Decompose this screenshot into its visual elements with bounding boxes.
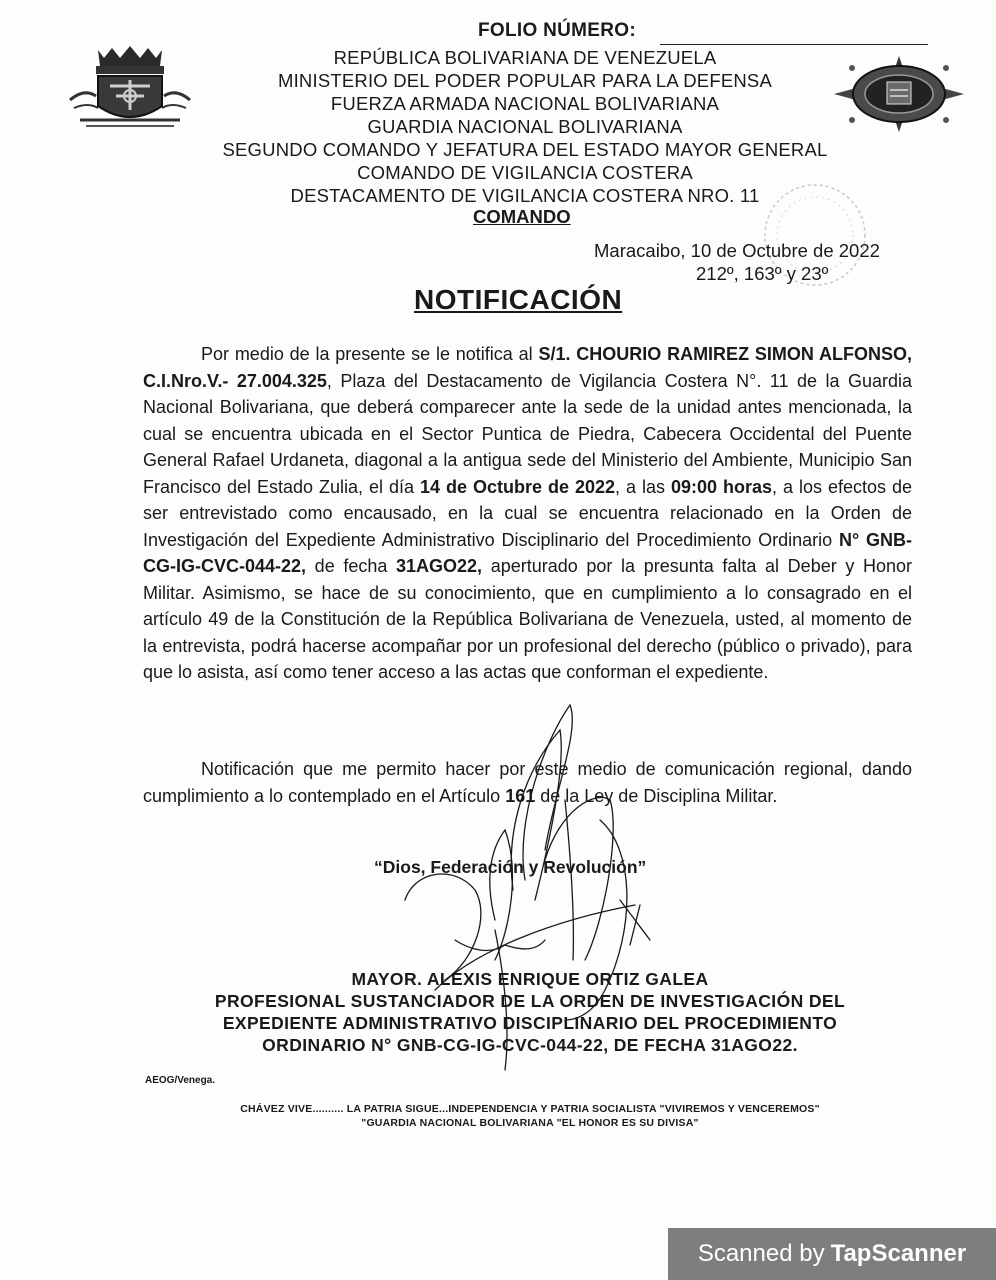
appearance-time: 09:00 horas <box>670 476 772 497</box>
signatory-role-line1: PROFESIONAL SUSTANCIADOR DE LA ORDEN DE INVESTIGACIÓN DEL <box>214 991 846 1011</box>
footer-slogan-line2: "GUARDIA NACIONAL BOLIVARIANA "EL HONOR ES SU DIVISA" <box>361 1117 699 1129</box>
folio-label: FOLIO NÚMERO: <box>478 20 636 41</box>
scanner-watermark: Scanned by TapScanner <box>668 1228 996 1280</box>
signatory-role-line2: EXPEDIENTE ADMINISTRATIVO DISCIPLINARIO DEL PROCEDIMIENTO <box>222 1013 838 1033</box>
signatory-role-line3: ORDINARIO N° GNB-CG-IG-CVC-044-22, DE FECHA 31AGO22. <box>262 1035 798 1055</box>
footer-slogan-line1: CHÁVEZ VIVE.......... LA PATRIA SIGUE...INDEPENDENCIA Y PATRIA SOCIALISTA "VIVIREMOS Y VENCEREMOS" <box>240 1103 820 1115</box>
motto: “Dios, Federación y Revolución” <box>374 857 647 877</box>
initials: AEOG/Venega. <box>145 1075 216 1086</box>
document-title: NOTIFICACIÓN <box>414 284 623 315</box>
signatory-name: MAYOR. ALEXIS ENRIQUE ORTIZ GALEA <box>351 969 709 989</box>
header-line-republic: REPÚBLICA BOLIVARIANA DE VENEZUELA <box>333 47 717 68</box>
case-number: N° GNB-CG-IG-CVC-044-22, <box>143 529 912 576</box>
header-line-national-guard: GUARDIA NACIONAL BOLIVARIANA <box>367 116 683 137</box>
header-line-detachment: DESTACAMENTO DE VIGILANCIA COSTERA NRO. 11 <box>290 185 760 206</box>
case-date: 31AGO22, <box>396 556 483 576</box>
folio-blank-line <box>660 44 928 45</box>
header-line-ministry: MINISTERIO DEL PODER POPULAR PARA LA DEFENSA <box>277 70 773 91</box>
appearance-date: 14 de Octubre de 2022 <box>420 476 615 497</box>
notified-person: S/1. CHOURIO RAMIREZ SIMON ALFONSO, C.I.Nro.V.- 27.004.325 <box>143 344 912 391</box>
compliance-paragraph: Notificación que me permito hacer por este medio de comunicación regional, dando cumplimiento a lo contemplado en el Artículo 161 de la Ley de Disciplina Militar. <box>143 759 912 806</box>
faded-circular-stamp-icon <box>760 160 870 315</box>
unit-label: COMANDO <box>473 206 571 227</box>
header-line-second-command: SEGUNDO COMANDO Y JEFATURA DEL ESTADO MAYOR GENERAL <box>222 139 828 160</box>
notification-paragraph: Por medio de la presente se le notifica al S/1. CHOURIO RAMIREZ SIMON ALFONSO, C.I.Nro.V.- 27.004.325, Plaza del Destacamento de Vigilancia Costera N°. 11 de la Guardia Nacional Bolivariana, que deberá comparecer ante la sede de la unidad antes mencionada, la cual se encuentra ubicada en el Sector Puntica de Piedra, Cabecera Occidental del Puente General Rafael Urdaneta, diagonal a la antigua sede del Ministerio del Ambiente, Municipio San Francisco del Estado Zulia, el día 14 de Octubre de 2022, a las 09:00 horas, a los efectos de ser entrevistado como encausado, en la cual se encuentra relacionado en la Orden de Investigación del Expediente Administrativo Disciplinario del Procedimiento Ordinario N° GNB-CG-IG-CVC-044-22, de fecha 31AGO22, aperturado por la presunta falta al Deber y Honor Militar. Asimismo, se hace de su conocimiento, que en cumplimiento a lo consagrado en el artículo 49 de la Constitución de la República Bolivariana de Venezuela, usted, al momento de la entrevista, podrá hacerse acompañar por un profesional del derecho (público o privado), para que lo asista, así como tener acceso a las actas que conforman el expediente. <box>143 344 912 682</box>
header-line-armed-forces: FUERZA ARMADA NACIONAL BOLIVARIANA <box>330 93 720 114</box>
historical-years: 212º, 163º y 23º <box>696 263 829 284</box>
article-number: 161 <box>505 785 536 806</box>
header-line-coastal-command: COMANDO DE VIGILANCIA COSTERA <box>357 162 693 183</box>
place-and-date: Maracaibo, 10 de Octubre de 2022 <box>594 240 880 261</box>
